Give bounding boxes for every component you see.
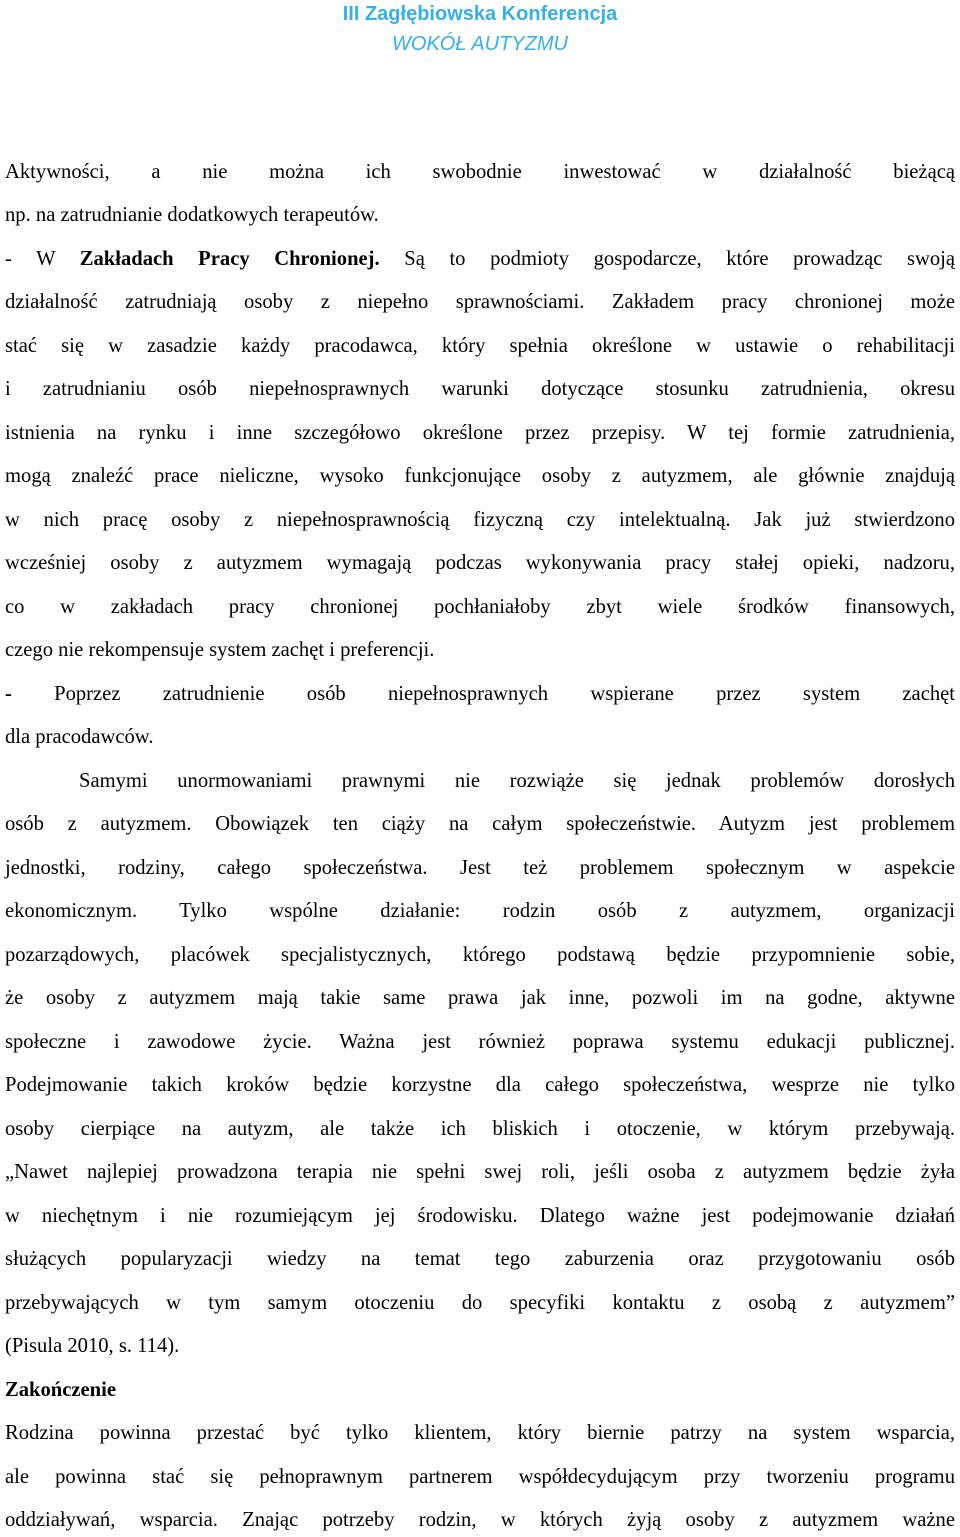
text-line: społeczne i zawodowe życie. Ważna jest również poprawa systemu edukacji publicznej. <box>5 1031 955 1053</box>
text-line: przebywających w tym samym otoczeniu do specyfiki kontaktu z osobą z autyzmem” <box>5 1292 955 1314</box>
text-span: Poprzez zatrudnienie osób niepełnosprawnych wspierane przez system zachęt <box>11 683 955 705</box>
text-span: - W <box>5 248 80 270</box>
text-line: oddziaływań, wsparcia. Znając potrzeby rodzin, w których żyją osoby z autyzmem ważne <box>5 1509 955 1531</box>
text-line: w nich pracę osoby z niepełnosprawnością fizyczną czy intelektualną. Jak już stwierdzono <box>5 509 955 531</box>
text-line: osób z autyzmem. Obowiązek ten ciąży na całym społeczeństwie. Autyzm jest problemem <box>5 813 955 835</box>
text-line: osoby cierpiące na autyzm, ale także ich bliskich i otoczenie, w którym przebywają. <box>5 1118 955 1140</box>
text-line: i zatrudnianiu osób niepełnosprawnych warunki dotyczące stosunku zatrudnienia, okresu <box>5 378 955 400</box>
text-line: Rodzina powinna przestać być tylko klientem, który biernie patrzy na system wsparcia, <box>5 1422 955 1444</box>
text-line: Podejmowanie takich kroków będzie korzystne dla całego społeczeństwa, wesprze nie tylko <box>5 1074 955 1096</box>
conference-title: III Zagłębiowska Konferencja <box>342 3 618 25</box>
text-line: czego nie rekompensuje system zachęt i preferencji. <box>5 639 435 661</box>
text-line: dla pracodawców. <box>5 726 154 748</box>
text-span: Są to podmioty gospodarcze, które prowadząc swoją <box>379 248 955 270</box>
text-line: ekonomicznym. Tylko wspólne działanie: rodzin osób z autyzmem, organizacji <box>5 900 955 922</box>
text-line: np. na zatrudnianie dodatkowych terapeutów. <box>5 204 379 226</box>
text-line <box>5 681 955 707</box>
text-line: służących popularyzacji wiedzy na temat tego zaburzenia oraz przygotowaniu osób <box>5 1248 955 1270</box>
bold-term: Zakładach Pracy Chronionej. <box>79 248 380 270</box>
text-line: wcześniej osoby z autyzmem wymagają podczas wykonywania pracy stałej opieki, nadzoru, <box>5 552 955 574</box>
text-line: Samymi unormowaniami prawnymi nie rozwiąże się jednak problemów dorosłych <box>79 770 955 792</box>
text-line: mogą znaleźć prace nieliczne, wysoko funkcjonujące osoby z autyzmem, ale głównie znajdują <box>5 465 955 487</box>
text-line: stać się w zasadzie każdy pracodawca, który spełnia określone w ustawie o rehabilitacji <box>5 335 955 357</box>
text-line: Aktywności, a nie można ich swobodnie inwestować w działalność bieżącą <box>5 161 955 183</box>
text-line: ale powinna stać się pełnoprawnym partnerem współdecydującym przy tworzeniu programu <box>5 1466 955 1488</box>
bullet-dash: - <box>5 683 12 705</box>
text-line: (Pisula 2010, s. 114). <box>5 1335 180 1357</box>
section-heading: Zakończenie <box>5 1379 116 1401</box>
text-line: co w zakładach pracy chronionej pochłaniałoby zbyt wiele środków finansowych, <box>5 596 955 618</box>
text-line: jednostki, rodziny, całego społeczeństwa. Jest też problemem społecznym w aspekcie <box>5 857 955 879</box>
text-line: działalność zatrudniają osoby z niepełno sprawnościami. Zakładem pracy chronionej może <box>5 291 955 313</box>
text-line: pozarządowych, placówek specjalistycznych, którego podstawą będzie przypomnienie sobie, <box>5 944 955 966</box>
text-line: istnienia na rynku i inne szczegółowo określone przez przepisy. W tej formie zatrudnienia, <box>5 422 955 444</box>
text-line: w niechętnym i nie rozumiejącym jej środowisku. Dlatego ważne jest podejmowanie działań <box>5 1205 955 1227</box>
conference-subtitle: WOKÓŁ AUTYZMU <box>392 33 568 55</box>
text-line: „Nawet najlepiej prowadzona terapia nie spełni swej roli, jeśli osoba z autyzmem będzie żyła <box>5 1161 955 1183</box>
text-line: że osoby z autyzmem mają takie same prawa jak inne, pozwoli im na godne, aktywne <box>5 987 955 1009</box>
text-line <box>5 246 955 272</box>
